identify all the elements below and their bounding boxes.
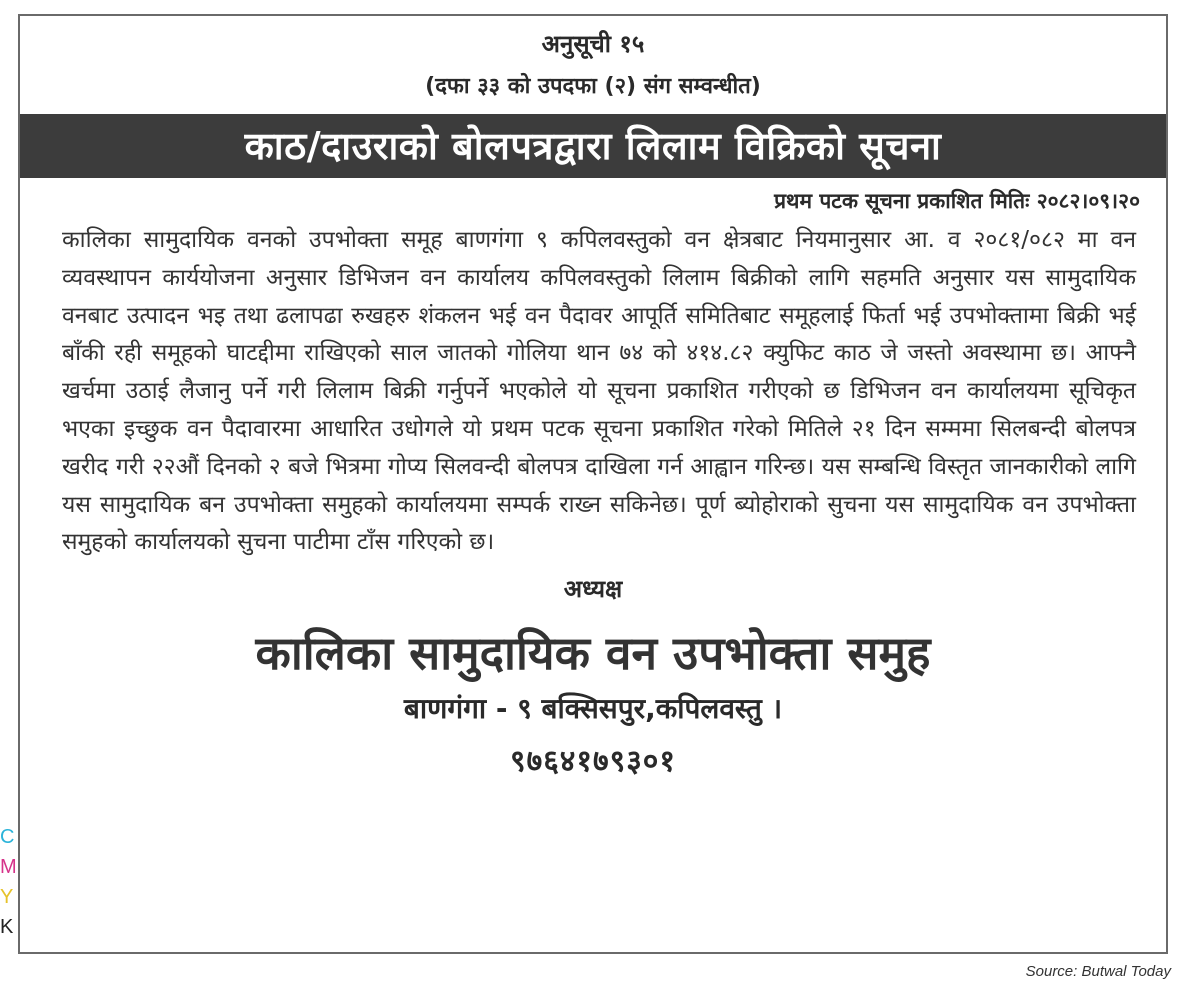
signatory-title: अध्यक्ष <box>563 575 623 604</box>
notice-frame <box>18 14 1168 954</box>
organization-name: कालिका सामुदायिक वन उपभोक्ता समुह <box>255 626 931 681</box>
schedule-title: अनुसूची १५ <box>541 30 645 58</box>
cmyk-yellow-mark: Y <box>0 886 14 908</box>
organization-address: बाणगंगा - ९ बक्सिसपुर,कपिलवस्तु । <box>403 692 783 726</box>
cmyk-black-mark: K <box>0 916 14 938</box>
headline-banner: काठ/दाउराको बोलपत्रद्वारा लिलाम विक्रिको सूचना <box>20 114 1166 178</box>
source-credit: Source: Butwal Today <box>1025 963 1171 980</box>
cmyk-magenta-mark: M <box>0 856 17 878</box>
cmyk-registration-marks <box>0 822 17 942</box>
cmyk-cyan-mark: C <box>0 826 15 848</box>
schedule-reference: (दफा ३३ को उपदफा (२) संग सम्वन्धीत) <box>425 74 761 99</box>
notice-body: कालिका सामुदायिक वनको उपभोक्ता समूह बाणगंगा ९ कपिलवस्तुको वन क्षेत्रबाट नियमानुसार आ. व २०८१/०८२ मा वन व्यवस्थापन कार्ययोजना अनुसार डिभिजन वन कार्यालय कपिलवस्तुको लिलाम बिक्रीको लागि सहमति अनुसार यस सामुदायिक वनबाट उत्पादन भइ तथा ढलापढा रुखहरु शंकलन भई वन पैदावर आपूर्ति समितिबाट समूहलाई फिर्ता भई उपभोक्तामा बिक्री भई बाँकी रही समूहको घाटद्दीमा राखिएको साल जातको गोलिया थान ७४ को ४१४.८२ क्युफिट काठ जे जस्तो अवस्थामा छ। आफ्नै खर्चमा उठाई लैजानु पर्ने गरी लिलाम बिक्री गर्नुपर्ने भएकोले यो सूचना प्रकाशित गरीएको छ डिभिजन वन कार्यालयमा सूचिकृत भएका इच्छुक वन पैदावारमा आधारित उधोगले यो प्रथम पटक सूचना प्रकाशित गरेको मितिले २१ दिन सम्ममा सिलबन्दी बोलपत्र खरीद गरी २२औं दिनको २ बजे भित्रमा गोप्य सिलवन्दी बोलपत्र दाखिला गर्न आह्वान गरिन्छ। यस सम्बन्धि विस्तृत जानकारीको लागि यस सामुदायिक बन उपभोक्ता समुहको कार्यालयमा सम्पर्क राख्न सकिनेछ। पूर्ण ब्योहोराको सुचना यस सामुदायिक वन उपभोक्ता समुहको कार्यालयको सुचना पाटीमा टाँस गरिएको छ। <box>62 227 1136 556</box>
publication-date: प्रथम पटक सूचना प्रकाशित मितिः २०८२।०९।२० <box>774 189 1140 213</box>
organization-phone: ९७६४१७९३०१ <box>510 744 676 780</box>
